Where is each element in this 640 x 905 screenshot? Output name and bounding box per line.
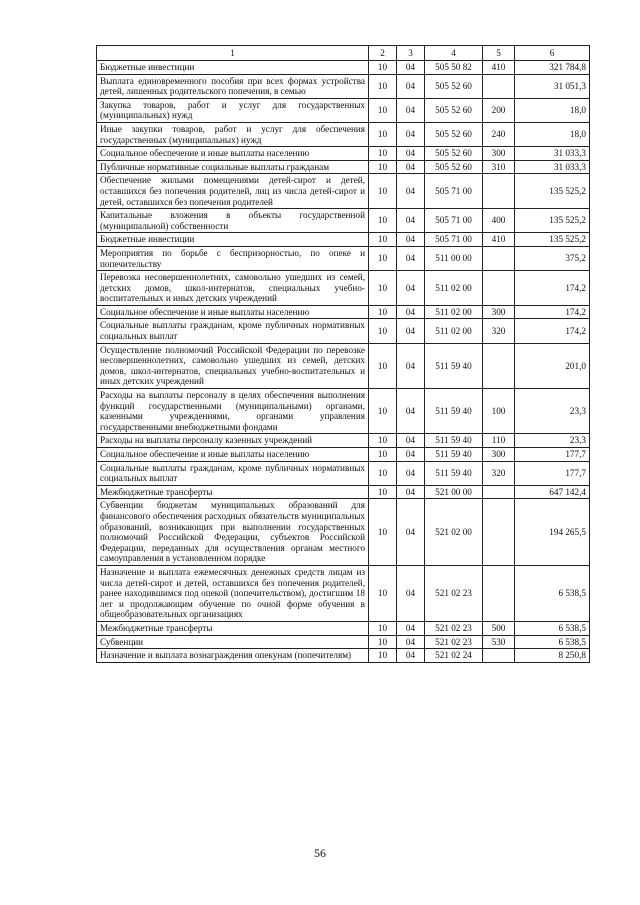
table-row xyxy=(97,147,590,161)
header-col-6: 6 xyxy=(515,46,590,61)
row-section-cell: 10 xyxy=(369,343,397,388)
row-target-article-cell: 511 59 40 xyxy=(425,343,483,388)
row-name-cell: Бюджетные инвестиции xyxy=(97,233,369,247)
row-section-cell: 10 xyxy=(369,98,397,122)
row-subsection-cell: 04 xyxy=(397,305,425,319)
row-target-article-cell: 505 71 00 xyxy=(425,209,483,233)
row-target-article-cell: 505 71 00 xyxy=(425,174,483,209)
row-subsection-cell: 04 xyxy=(397,434,425,448)
row-subsection-cell: 04 xyxy=(397,485,425,499)
row-expense-type-cell: 400 xyxy=(483,209,515,233)
row-amount-cell: 177,7 xyxy=(515,461,590,485)
row-subsection-cell: 04 xyxy=(397,448,425,462)
row-expense-type-cell: 320 xyxy=(483,461,515,485)
table-row xyxy=(97,271,590,306)
row-section-cell: 10 xyxy=(369,319,397,343)
row-name-cell: Расходы на выплаты персоналу в целях обеспечения выполнения функций государственными (муниципальными) органами, казенными учреждениями, органами управления государственными внебюджетными фондами xyxy=(97,389,369,434)
row-section-cell: 10 xyxy=(369,74,397,98)
row-subsection-cell: 04 xyxy=(397,499,425,566)
row-expense-type-cell xyxy=(483,649,515,663)
row-expense-type-cell xyxy=(483,74,515,98)
row-amount-cell: 174,2 xyxy=(515,271,590,306)
row-expense-type-cell: 300 xyxy=(483,448,515,462)
row-amount-cell: 174,2 xyxy=(515,319,590,343)
row-section-cell: 10 xyxy=(369,448,397,462)
table-row xyxy=(97,448,590,462)
row-section-cell: 10 xyxy=(369,434,397,448)
row-expense-type-cell: 300 xyxy=(483,147,515,161)
table-row xyxy=(97,434,590,448)
table-header-row xyxy=(97,46,590,61)
row-expense-type-cell: 530 xyxy=(483,635,515,649)
row-section-cell: 10 xyxy=(369,635,397,649)
row-target-article-cell: 505 52 60 xyxy=(425,122,483,146)
row-section-cell: 10 xyxy=(369,209,397,233)
table-row xyxy=(97,233,590,247)
row-subsection-cell: 04 xyxy=(397,635,425,649)
row-expense-type-cell xyxy=(483,271,515,306)
table-row xyxy=(97,160,590,174)
row-section-cell: 10 xyxy=(369,485,397,499)
row-amount-cell: 135 525,2 xyxy=(515,174,590,209)
row-target-article-cell: 511 02 00 xyxy=(425,271,483,306)
row-target-article-cell: 505 52 60 xyxy=(425,98,483,122)
header-col-1: 1 xyxy=(97,46,369,61)
row-target-article-cell: 521 02 24 xyxy=(425,649,483,663)
row-expense-type-cell xyxy=(483,565,515,621)
row-amount-cell: 647 142,4 xyxy=(515,485,590,499)
header-col-2: 2 xyxy=(369,46,397,61)
row-expense-type-cell xyxy=(483,246,515,270)
table-row xyxy=(97,305,590,319)
row-target-article-cell: 505 52 60 xyxy=(425,160,483,174)
row-section-cell: 10 xyxy=(369,160,397,174)
row-expense-type-cell xyxy=(483,485,515,499)
row-target-article-cell: 505 52 60 xyxy=(425,74,483,98)
row-subsection-cell: 04 xyxy=(397,621,425,635)
row-amount-cell: 177,7 xyxy=(515,448,590,462)
row-section-cell: 10 xyxy=(369,174,397,209)
row-amount-cell: 201,0 xyxy=(515,343,590,388)
row-subsection-cell: 04 xyxy=(397,209,425,233)
row-name-cell: Межбюджетные трансферты xyxy=(97,485,369,499)
row-expense-type-cell: 200 xyxy=(483,98,515,122)
row-subsection-cell: 04 xyxy=(397,343,425,388)
row-target-article-cell: 521 00 00 xyxy=(425,485,483,499)
row-name-cell: Назначение и выплата ежемесячных денежных средств лицам из числа детей-сирот и детей, оставшихся без попечения родителей, ранее находившимся под опекой (попечительством), достигшим 18 лет и продолжающим обучение по очной форме обучения в общеобразовательных организациях xyxy=(97,565,369,621)
row-subsection-cell: 04 xyxy=(397,565,425,621)
row-section-cell: 10 xyxy=(369,389,397,434)
table-row xyxy=(97,343,590,388)
table-row xyxy=(97,649,590,663)
row-amount-cell: 194 265,5 xyxy=(515,499,590,566)
budget-table xyxy=(96,45,590,663)
row-name-cell: Закупка товаров, работ и услуг для государственных (муниципальных) нужд xyxy=(97,98,369,122)
row-section-cell: 10 xyxy=(369,499,397,566)
row-name-cell: Назначение и выплата вознаграждения опекунам (попечителям) xyxy=(97,649,369,663)
row-subsection-cell: 04 xyxy=(397,271,425,306)
row-name-cell: Социальное обеспечение и иные выплаты населению xyxy=(97,448,369,462)
row-expense-type-cell: 500 xyxy=(483,621,515,635)
row-name-cell: Публичные нормативные социальные выплаты гражданам xyxy=(97,160,369,174)
row-name-cell: Субвенции бюджетам муниципальных образований для финансового обеспечения расходных обязательств муниципальных образований, возникающих при выполнении государственных полномочий Российской Федерации, субъектов Российской Федерации, переданных для осуществления органам местного самоуправления в установленном порядке xyxy=(97,499,369,566)
row-amount-cell: 321 784,8 xyxy=(515,61,590,75)
row-amount-cell: 31 051,3 xyxy=(515,74,590,98)
row-target-article-cell: 511 59 40 xyxy=(425,448,483,462)
row-target-article-cell: 505 71 00 xyxy=(425,233,483,247)
row-section-cell: 10 xyxy=(369,305,397,319)
row-subsection-cell: 04 xyxy=(397,389,425,434)
row-target-article-cell: 505 52 60 xyxy=(425,147,483,161)
row-expense-type-cell: 410 xyxy=(483,233,515,247)
table-row xyxy=(97,74,590,98)
row-amount-cell: 8 250,8 xyxy=(515,649,590,663)
row-amount-cell: 6 538,5 xyxy=(515,621,590,635)
row-name-cell: Социальное обеспечение и иные выплаты населению xyxy=(97,147,369,161)
table-row xyxy=(97,461,590,485)
row-target-article-cell: 511 02 00 xyxy=(425,305,483,319)
header-col-4: 4 xyxy=(425,46,483,61)
row-expense-type-cell: 240 xyxy=(483,122,515,146)
row-name-cell: Перевозка несовершеннолетних, самовольно ушедших из семей, детских домов, школ-интернатов, специальных учебно-воспитательных и иных детских учреждений xyxy=(97,271,369,306)
table-row xyxy=(97,98,590,122)
row-name-cell: Капитальные вложения в объекты государственной (муниципальной) собственности xyxy=(97,209,369,233)
row-amount-cell: 135 525,2 xyxy=(515,233,590,247)
row-subsection-cell: 04 xyxy=(397,319,425,343)
row-section-cell: 10 xyxy=(369,565,397,621)
table-body xyxy=(97,61,590,663)
row-amount-cell: 375,2 xyxy=(515,246,590,270)
row-subsection-cell: 04 xyxy=(397,649,425,663)
row-section-cell: 10 xyxy=(369,649,397,663)
row-subsection-cell: 04 xyxy=(397,160,425,174)
row-section-cell: 10 xyxy=(369,61,397,75)
row-expense-type-cell: 110 xyxy=(483,434,515,448)
table-row xyxy=(97,122,590,146)
row-target-article-cell: 521 02 23 xyxy=(425,565,483,621)
row-subsection-cell: 04 xyxy=(397,98,425,122)
table-row xyxy=(97,246,590,270)
row-name-cell: Обеспечение жилыми помещениями детей-сирот и детей, оставшихся без попечения родителей, лиц из числа детей-сирот и детей, оставшихся без попечения родителей xyxy=(97,174,369,209)
row-target-article-cell: 521 02 23 xyxy=(425,635,483,649)
row-subsection-cell: 04 xyxy=(397,122,425,146)
table-row xyxy=(97,61,590,75)
table-row xyxy=(97,485,590,499)
table-row xyxy=(97,499,590,566)
row-amount-cell: 18,0 xyxy=(515,122,590,146)
table-row xyxy=(97,389,590,434)
page-number: 56 xyxy=(314,846,326,860)
row-name-cell: Социальные выплаты гражданам, кроме публичных нормативных социальных выплат xyxy=(97,319,369,343)
row-subsection-cell: 04 xyxy=(397,246,425,270)
table-row xyxy=(97,621,590,635)
row-amount-cell: 23,3 xyxy=(515,389,590,434)
row-section-cell: 10 xyxy=(369,122,397,146)
table-row xyxy=(97,565,590,621)
row-section-cell: 10 xyxy=(369,233,397,247)
row-amount-cell: 18,0 xyxy=(515,98,590,122)
row-section-cell: 10 xyxy=(369,621,397,635)
row-name-cell: Выплата единовременного пособия при всех формах устройства детей, лишенных родительского попечения, в семью xyxy=(97,74,369,98)
row-amount-cell: 135 525,2 xyxy=(515,209,590,233)
row-expense-type-cell: 310 xyxy=(483,160,515,174)
row-subsection-cell: 04 xyxy=(397,174,425,209)
row-name-cell: Осуществление полномочий Российской Федерации по перевозке несовершеннолетних, самовольно ушедших из семей, детских домов, школ-интернатов, специальных учебно-воспитательных и иных детских учреждений xyxy=(97,343,369,388)
row-target-article-cell: 521 02 23 xyxy=(425,621,483,635)
table-row xyxy=(97,635,590,649)
table-row xyxy=(97,209,590,233)
row-amount-cell: 6 538,5 xyxy=(515,565,590,621)
row-section-cell: 10 xyxy=(369,461,397,485)
row-expense-type-cell: 100 xyxy=(483,389,515,434)
header-col-5: 5 xyxy=(483,46,515,61)
row-target-article-cell: 511 59 40 xyxy=(425,389,483,434)
row-subsection-cell: 04 xyxy=(397,461,425,485)
row-expense-type-cell xyxy=(483,343,515,388)
row-section-cell: 10 xyxy=(369,271,397,306)
row-expense-type-cell xyxy=(483,499,515,566)
row-expense-type-cell: 300 xyxy=(483,305,515,319)
row-name-cell: Межбюджетные трансферты xyxy=(97,621,369,635)
row-target-article-cell: 511 59 40 xyxy=(425,434,483,448)
row-section-cell: 10 xyxy=(369,147,397,161)
row-subsection-cell: 04 xyxy=(397,61,425,75)
row-name-cell: Социальные выплаты гражданам, кроме публичных нормативных социальных выплат xyxy=(97,461,369,485)
row-subsection-cell: 04 xyxy=(397,74,425,98)
row-name-cell: Субвенции xyxy=(97,635,369,649)
row-target-article-cell: 521 02 00 xyxy=(425,499,483,566)
header-col-3: 3 xyxy=(397,46,425,61)
row-expense-type-cell: 410 xyxy=(483,61,515,75)
row-name-cell: Мероприятия по борьбе с беспризорностью, по опеке и попечительству xyxy=(97,246,369,270)
row-subsection-cell: 04 xyxy=(397,147,425,161)
table-row xyxy=(97,319,590,343)
row-name-cell: Социальное обеспечение и иные выплаты населению xyxy=(97,305,369,319)
row-name-cell: Бюджетные инвестиции xyxy=(97,61,369,75)
row-target-article-cell: 505 50 82 xyxy=(425,61,483,75)
table-row xyxy=(97,174,590,209)
row-expense-type-cell: 320 xyxy=(483,319,515,343)
row-amount-cell: 23,3 xyxy=(515,434,590,448)
row-section-cell: 10 xyxy=(369,246,397,270)
row-target-article-cell: 511 02 00 xyxy=(425,319,483,343)
row-name-cell: Расходы на выплаты персоналу казенных учреждений xyxy=(97,434,369,448)
row-amount-cell: 31 033,3 xyxy=(515,160,590,174)
row-amount-cell: 31 033,3 xyxy=(515,147,590,161)
row-amount-cell: 6 538,5 xyxy=(515,635,590,649)
row-target-article-cell: 511 00 00 xyxy=(425,246,483,270)
row-target-article-cell: 511 59 40 xyxy=(425,461,483,485)
row-expense-type-cell xyxy=(483,174,515,209)
row-subsection-cell: 04 xyxy=(397,233,425,247)
row-name-cell: Иные закупки товаров, работ и услуг для обеспечения государственных (муниципальных) нужд xyxy=(97,122,369,146)
row-amount-cell: 174,2 xyxy=(515,305,590,319)
